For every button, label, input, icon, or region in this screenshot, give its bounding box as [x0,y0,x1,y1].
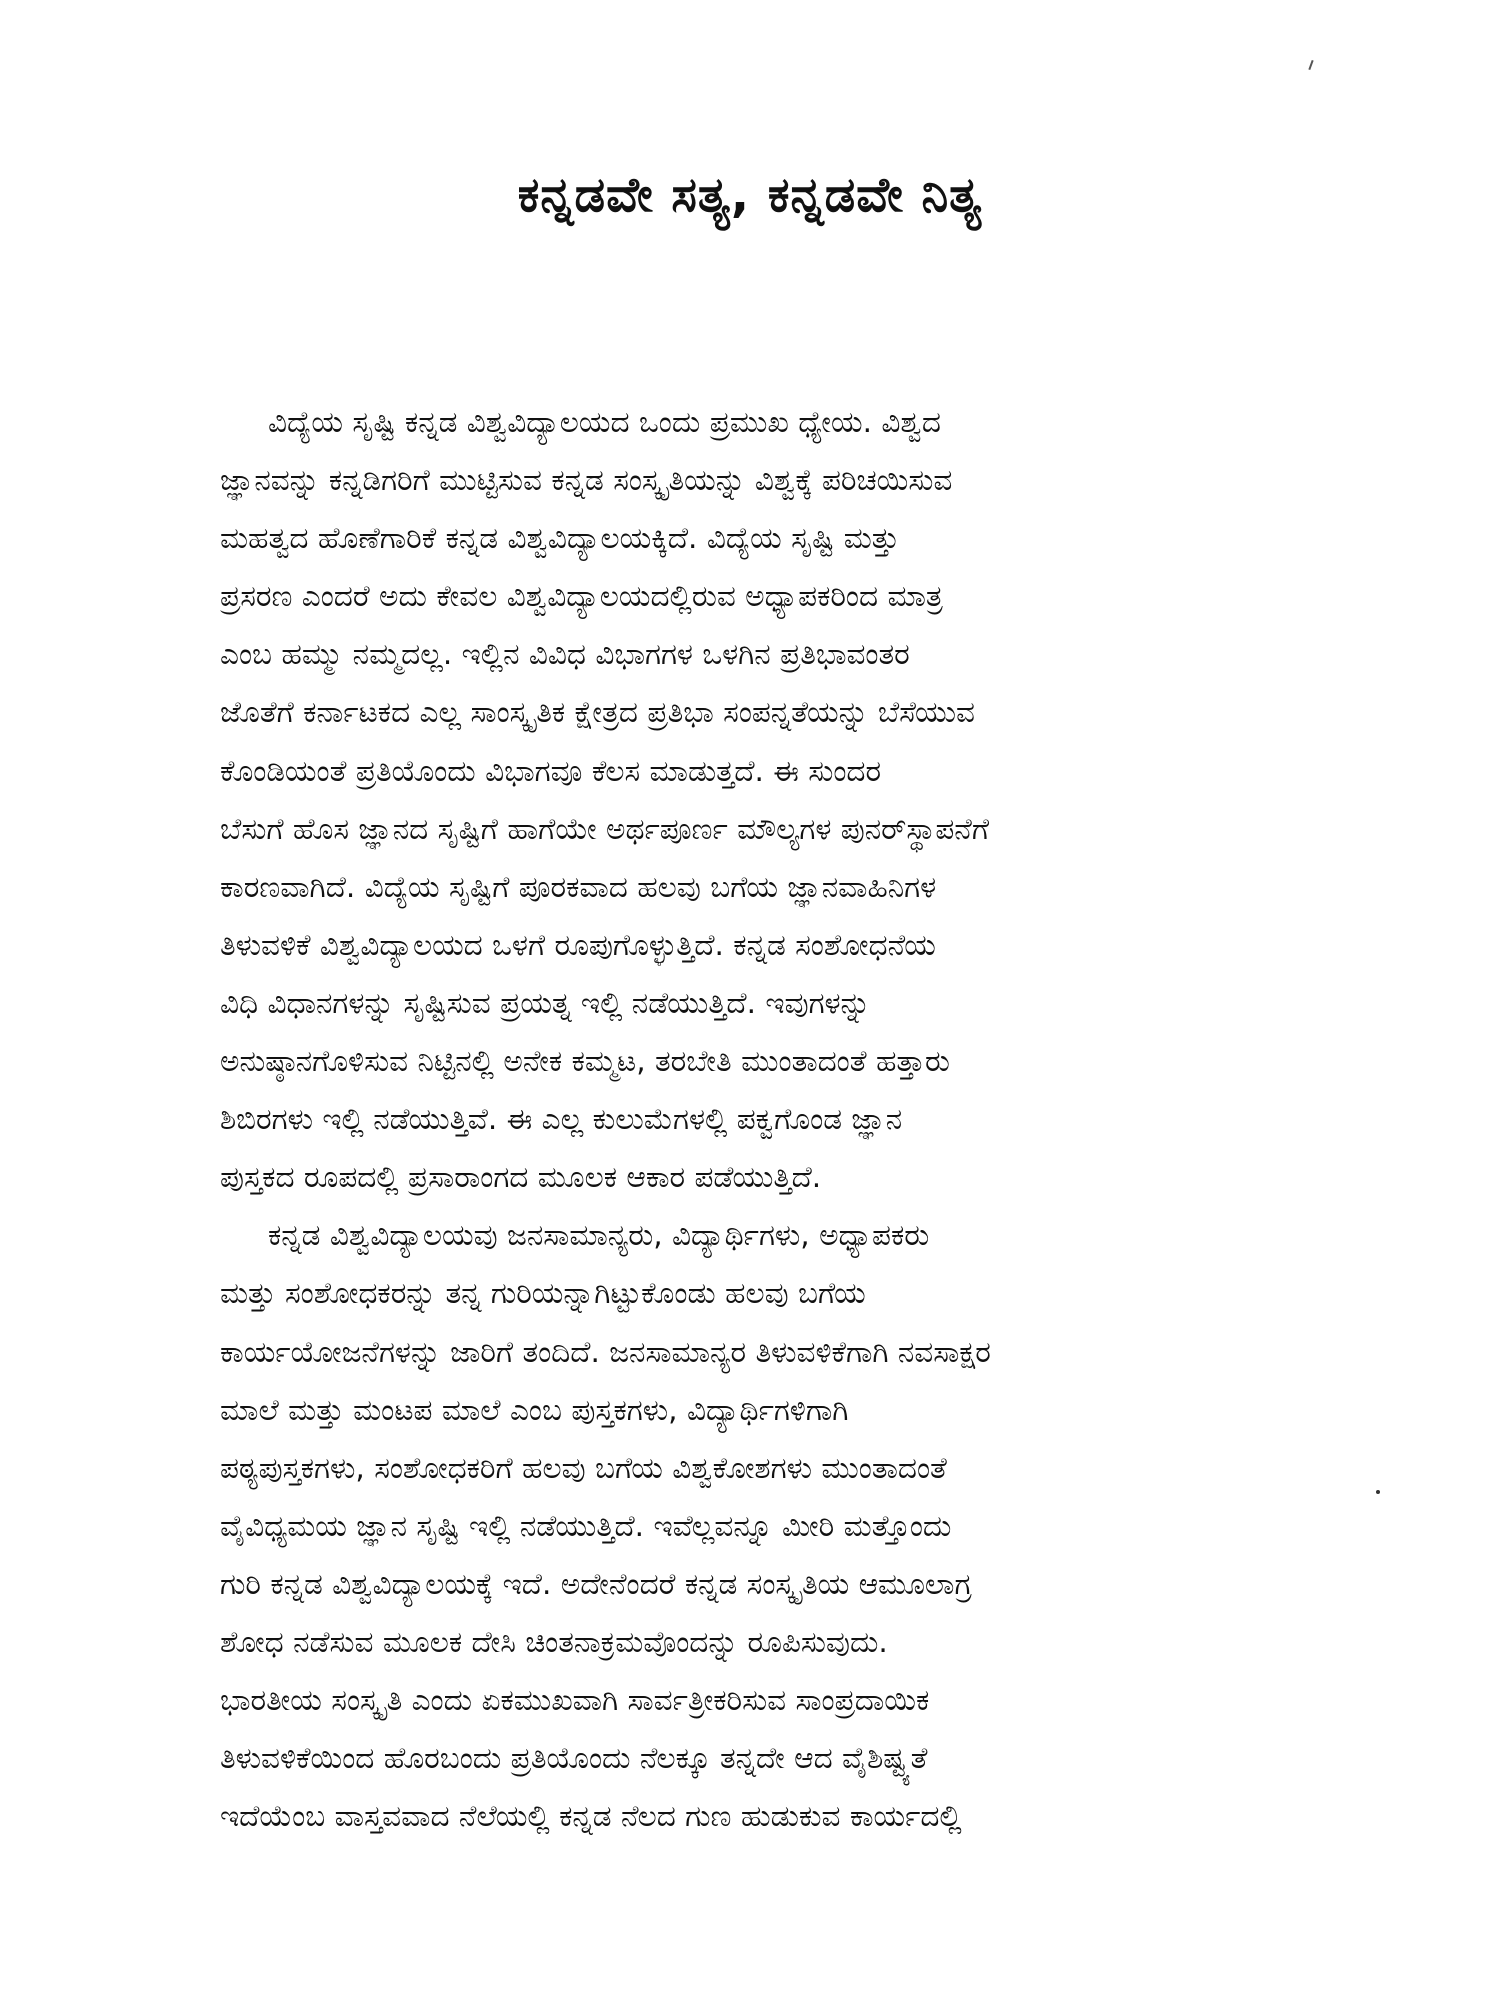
text-line: ತಿಳುವಳಿಕೆ ವಿಶ್ವವಿದ್ಯಾಲಯದ ಒಳಗೆ ರೂಪುಗೊಳ್ಳುತ್ತಿದೆ. ಕನ್ನಡ ಸಂಶೋಧನೆಯ [220,927,936,962]
text-line: ಪ್ರಸರಣ ಎಂದರೆ ಅದು ಕೇವಲ ವಿಶ್ವವಿದ್ಯಾಲಯದಲ್ಲಿರುವ ಅಧ್ಯಾಪಕರಿಂದ ಮಾತ್ರ [220,579,943,614]
text-line: ಶಿಬಿರಗಳು ಇಲ್ಲಿ ನಡೆಯುತ್ತಿವೆ. ಈ ಎಲ್ಲ ಕುಲುಮೆಗಳಲ್ಲಿ ಪಕ್ವಗೊಂಡ ಜ್ಞಾನ [220,1102,903,1137]
paragraph-1 [220,393,1340,1206]
text-line: ವಿದ್ಯೆಯ ಸೃಷ್ಟಿ ಕನ್ನಡ ವಿಶ್ವವಿದ್ಯಾಲಯದ ಒಂದು ಪ್ರಮುಖ ಧ್ಯೇಯ. ವಿಶ್ವದ [268,405,941,439]
text-line: ಶೋಧ ನಡೆಸುವ ಮೂಲಕ ದೇಸಿ ಚಿಂತನಾಕ್ರಮವೊಂದನ್ನು ರೂಪಿಸುವುದು. [220,1624,888,1659]
text-line: ಜ್ಞಾನವನ್ನು ಕನ್ನಡಿಗರಿಗೆ ಮುಟ್ಟಿಸುವ ಕನ್ನಡ ಸಂಸ್ಕೃತಿಯನ್ನು ವಿಶ್ವಕ್ಕೆ ಪರಿಚಯಿಸುವ [220,463,953,498]
text-line: ವಿಧಿ ವಿಧಾನಗಳನ್ನು ಸೃಷ್ಟಿಸುವ ಪ್ರಯತ್ನ ಇಲ್ಲಿ ನಡೆಯುತ್ತಿದೆ. ಇವುಗಳನ್ನು [220,985,871,1020]
page-mark [1308,60,1313,70]
text-line: ಕೊಂಡಿಯಂತೆ ಪ್ರತಿಯೊಂದು ವಿಭಾಗವೂ ಕೆಲಸ ಮಾಡುತ್ತದೆ. ಈ ಸುಂದರ [220,753,882,788]
text-line: ಬೆಸುಗೆ ಹೊಸ ಜ್ಞಾನದ ಸೃಷ್ಟಿಗೆ ಹಾಗೆಯೇ ಅರ್ಥಪೂರ್ಣ ಮೌಲ್ಯಗಳ ಪುನರ್‌ಸ್ಥಾಪನೆಗೆ [220,811,990,846]
text-line: ಮಹತ್ವದ ಹೊಣೆಗಾರಿಕೆ ಕನ್ನಡ ವಿಶ್ವವಿದ್ಯಾಲಯಕ್ಕಿದೆ. ವಿದ್ಯೆಯ ಸೃಷ್ಟಿ ಮತ್ತು [220,521,900,556]
paragraph-2 [220,1206,1340,1845]
text-line: ಅನುಷ್ಠಾನಗೊಳಿಸುವ ನಿಟ್ಟಿನಲ್ಲಿ ಅನೇಕ ಕಮ್ಮಟ, ತರಬೇತಿ ಮುಂತಾದಂತೆ ಹತ್ತಾರು [220,1044,950,1079]
text-line: ಮಾಲೆ ಮತ್ತು ಮಂಟಪ ಮಾಲೆ ಎಂಬ ಪುಸ್ತಕಗಳು, ವಿದ್ಯಾರ್ಥಿಗಳಿಗಾಗಿ [220,1392,849,1427]
text-line: ಕನ್ನಡ ವಿಶ್ವವಿದ್ಯಾಲಯವು ಜನಸಾಮಾನ್ಯರು, ವಿದ್ಯಾರ್ಥಿಗಳು, ಅಧ್ಯಾಪಕರು [268,1218,930,1253]
text-line: ಪುಸ್ತಕದ ರೂಪದಲ್ಲಿ ಪ್ರಸಾರಾಂಗದ ಮೂಲಕ ಆಕಾರ ಪಡೆಯುತ್ತಿದೆ. [220,1160,822,1195]
text-line: ಗುರಿ ಕನ್ನಡ ವಿಶ್ವವಿದ್ಯಾಲಯಕ್ಕೆ ಇದೆ. ಅದೇನೆಂದರೆ ಕನ್ನಡ ಸಂಸ್ಕೃತಿಯ ಆಮೂಲಾಗ್ರ [220,1566,972,1601]
text-line: ಪಠ್ಯಪುಸ್ತಕಗಳು, ಸಂಶೋಧಕರಿಗೆ ಹಲವು ಬಗೆಯ ವಿಶ್ವಕೋಶಗಳು ಮುಂತಾದಂತೆ [220,1450,947,1485]
text-line: ಕಾರಣವಾಗಿದೆ. ವಿದ್ಯೆಯ ಸೃಷ್ಟಿಗೆ ಪೂರಕವಾದ ಹಲವು ಬಗೆಯ ಜ್ಞಾನವಾಹಿನಿಗಳ [220,869,937,904]
text-line: ಭಾರತೀಯ ಸಂಸ್ಕೃತಿ ಎಂದು ಏಕಮುಖವಾಗಿ ಸಾರ್ವತ್ರೀಕರಿಸುವ ಸಾಂಪ್ರದಾಯಿಕ [220,1683,930,1718]
text-line: ಜೊತೆಗೆ ಕರ್ನಾಟಕದ ಎಲ್ಲ ಸಾಂಸ್ಕೃತಿಕ ಕ್ಷೇತ್ರದ ಪ್ರತಿಭಾ ಸಂಪನ್ನತೆಯನ್ನು ಬೆಸೆಯುವ [220,695,975,730]
page-speck [1376,1490,1380,1494]
text-line: ಮತ್ತು ಸಂಶೋಧಕರನ್ನು ತನ್ನ ಗುರಿಯನ್ನಾಗಿಟ್ಟುಕೊಂಡು ಹಲವು ಬಗೆಯ [220,1276,866,1311]
text-line: ತಿಳುವಳಿಕೆಯಿಂದ ಹೊರಬಂದು ಪ್ರತಿಯೊಂದು ನೆಲಕ್ಕೂ ತನ್ನದೇ ಆದ ವೈಶಿಷ್ಟ್ಯತೆ [220,1741,928,1776]
text-line: ಕಾರ್ಯಯೋಜನೆಗಳನ್ನು ಜಾರಿಗೆ ತಂದಿದೆ. ಜನಸಾಮಾನ್ಯರ ತಿಳುವಳಿಕೆಗಾಗಿ ನವಸಾಕ್ಷರ [220,1334,991,1369]
text-line: ಎಂಬ ಹಮ್ಮು ನಮ್ಮದಲ್ಲ. ಇಲ್ಲಿನ ವಿವಿಧ ವಿಭಾಗಗಳ ಒಳಗಿನ ಪ್ರತಿಭಾವಂತರ [220,637,910,672]
body-text [220,393,1340,1845]
page-title: ಕನ್ನಡವೇ ಸತ್ಯ, ಕನ್ನಡವೇ ನಿತ್ಯ [517,167,983,223]
text-line: ಇದೆಯೆಂಬ ವಾಸ್ತವವಾದ ನೆಲೆಯಲ್ಲಿ ಕನ್ನಡ ನೆಲದ ಗುಣ ಹುಡುಕುವ ಕಾರ್ಯದಲ್ಲಿ [220,1799,962,1834]
text-line: ವೈವಿಧ್ಯಮಯ ಜ್ಞಾನ ಸೃಷ್ಟಿ ಇಲ್ಲಿ ನಡೆಯುತ್ತಿದೆ. ಇವೆಲ್ಲವನ್ನೂ ಮೀರಿ ಮತ್ತೊಂದು [220,1508,952,1543]
